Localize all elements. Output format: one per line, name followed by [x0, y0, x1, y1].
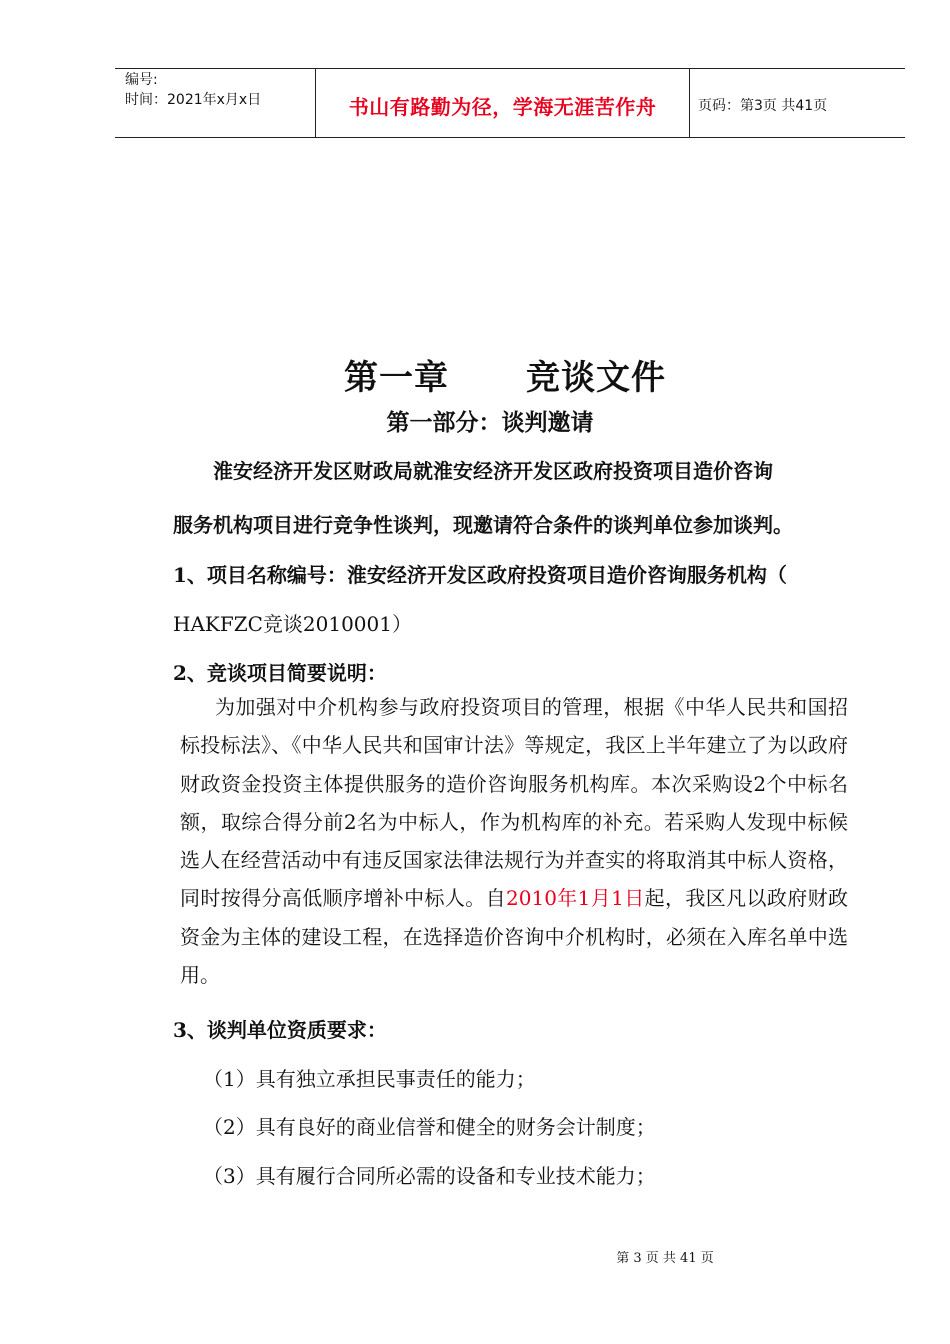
item-2-date: 2010年1月1日 — [506, 886, 645, 911]
document-number-label: 编号: — [125, 72, 158, 88]
item-2-text-after: 起，我区凡以政府财政资金为主体的建设工程，在选择造价咨询中介机构时，必须在入库名单中选用。 — [180, 886, 849, 988]
document-time-label: 时间：2021年x月x日 — [125, 92, 262, 108]
requirement-2: （2）具有良好的商业信誉和健全的财务会计制度； — [203, 1115, 656, 1139]
requirement-3: （3）具有履行合同所必需的设备和专业技术能力； — [203, 1164, 656, 1188]
header-meta-cell — [115, 69, 316, 137]
header-page-info: 页码：第3页 共41页 — [698, 98, 828, 114]
item-3-heading: 3、谈判单位资质要求： — [173, 1018, 387, 1042]
intro-line-2: 服务机构项目进行竞争性谈判，现邀请符合条件的谈判单位参加谈判。 — [173, 513, 793, 537]
item-1-line-2: HAKFZC竞谈2010001） — [173, 612, 412, 636]
item-1-line-1: 1、项目名称编号：淮安经济开发区政府投资项目造价咨询服务机构（ — [173, 563, 787, 587]
page-header — [115, 68, 905, 138]
intro-line-1: 淮安经济开发区财政局就淮安经济开发区政府投资项目造价咨询 — [213, 459, 773, 483]
page-footer: 第 3 页 共 41 页 — [616, 1251, 714, 1266]
requirement-1: （1）具有独立承担民事责任的能力； — [203, 1067, 536, 1091]
item-2-paragraph — [180, 688, 849, 994]
header-page-cell — [690, 69, 905, 137]
header-motto: 书山有路勤为径，学海无涯苦作舟 — [348, 95, 657, 119]
item-2-text-before: 为加强对中介机构参与政府投资项目的管理，根据《中华人民共和国招标投标法》、《中华人民共和国审计法》等规定，我区上半年建立了为以政府财政资金投资主体提供服务的造价咨询服务机构库。本次采购设2个中标名额，取综合得分前2名为中标人，作为机构库的补充。若采购人发现中标候选人在经营活动中有违反国家法律法规行为并查实的将取消其中标人资格，同时按得分高低顺序增补中标人。自 — [180, 695, 848, 911]
item-2-heading: 2、竞谈项目简要说明： — [173, 661, 387, 685]
chapter-title: 第一章 竞谈文件 — [343, 358, 667, 398]
header-motto-cell — [316, 69, 690, 137]
part-title: 第一部分：谈判邀请 — [386, 409, 594, 436]
